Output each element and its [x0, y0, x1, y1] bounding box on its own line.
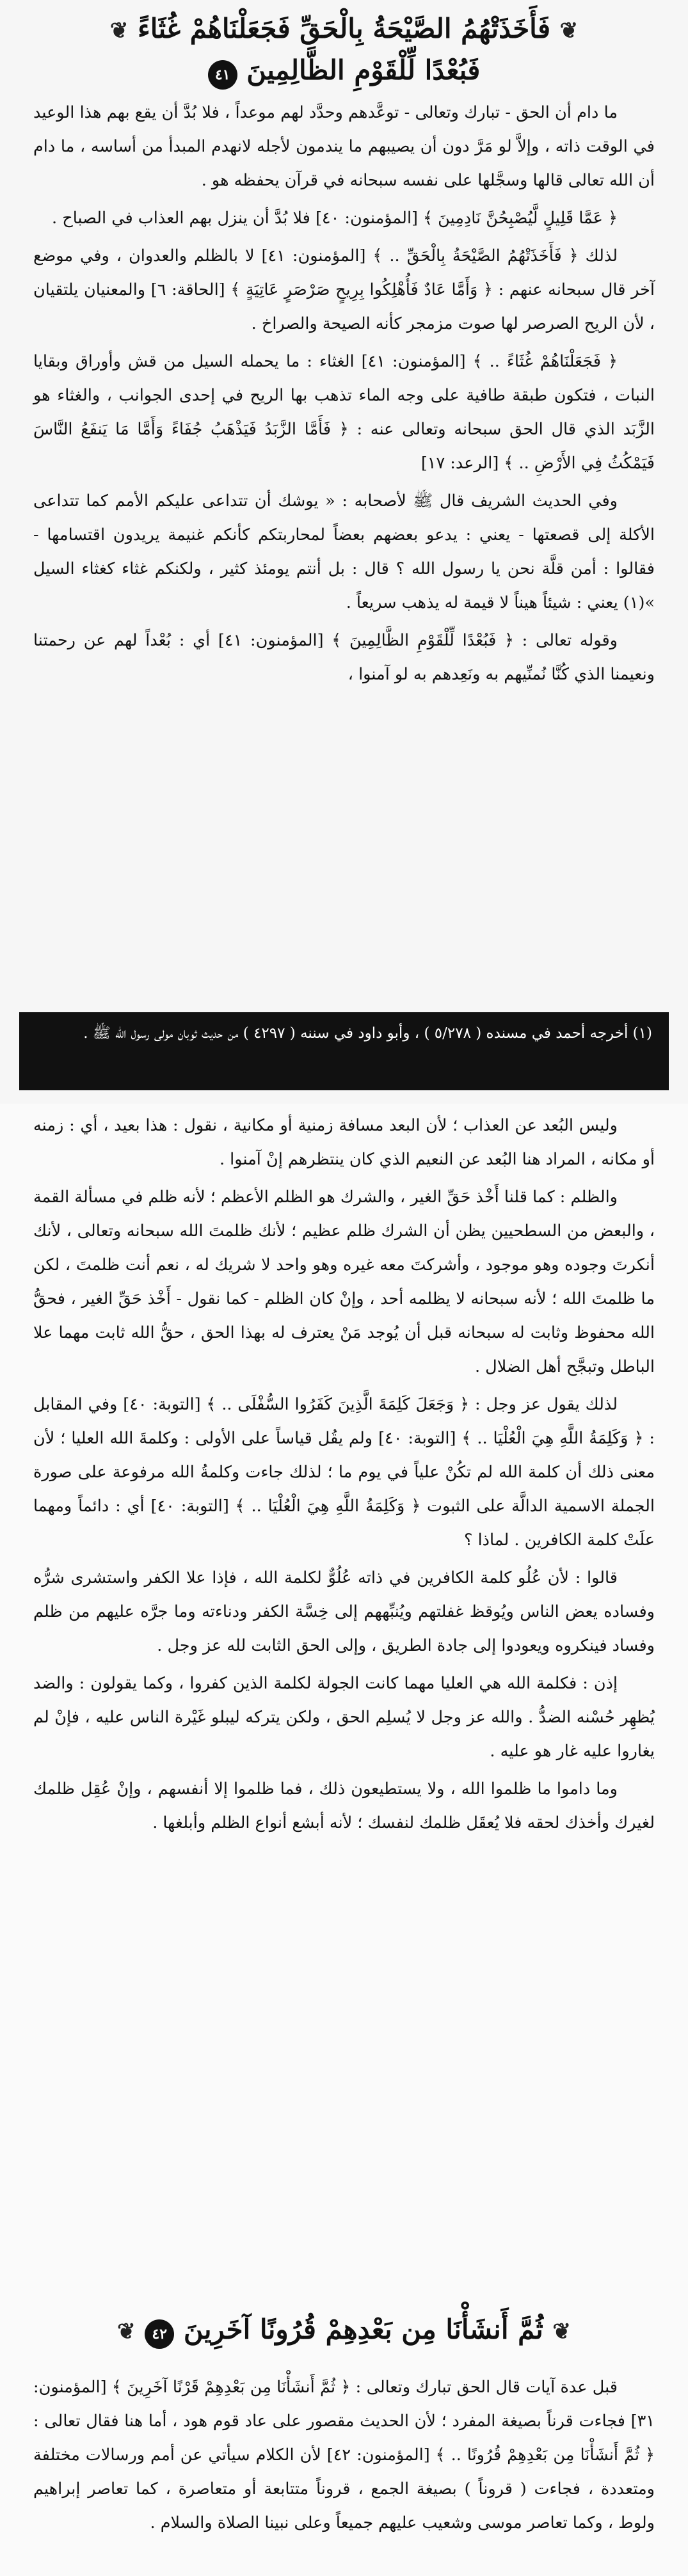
page-two-body — [33, 1109, 655, 1844]
page-two — [0, 1104, 688, 2576]
heading-line-1: ثُمَّ أَنشَأْنَا مِن بَعْدِهِمْ قُرُونًا آخَرِينَ — [183, 2314, 543, 2345]
footnote — [19, 1012, 669, 1090]
footnote-text: (١) أخرجه أحمد في مسنده ( ٥/٢٧٨ ) ، وأبو داود في سننه ( ٤٢٩٧ ) من حديث ثوبان مولى رسول الله ﷺ . — [83, 1025, 652, 1042]
verse-number-badge: ٤١ — [208, 60, 237, 90]
ornament-icon: ❦ — [109, 18, 129, 44]
paragraph: وما داموا ما ظلموا الله ، ولا يستطيعون ذلك ، فما ظلموا إلا أنفسهم ، وإنْ عُقِل ظلمك لغيرك وأخذك لحقه فلا يُعقَل ظلمك لنفسك ؛ لأنه أبشع أنواع الظلم وأبلغها . — [33, 1779, 655, 1833]
verse-heading-42 — [0, 2310, 688, 2351]
page-two-body-continued — [33, 2371, 655, 2544]
paragraph: قبل عدة آيات قال الحق تبارك وتعالى : ﴿ ثُمَّ أَنشَأْنَا مِن بَعْدِهِمْ قَرْنًا آخَرِينَ ﴾ [المؤمنون: ٣١] فجاءت قرناً بصيغة المفرد ؛ لأن الحديث مقصور على عاد قوم هود ، أما هنا فقال تعالى : ﴿ ثُمَّ أَنشَأْنَا مِن بَعْدِهِمْ قُرُونًا .. ﴾ [المؤمنون: ٤٢] لأن الكلام سيأتي عن أمم ورسالات مختلفة ومتعددة ، فجاءت ( قروناً ) بصيغة الجمع ، قروناً متتابعة أو متعاصرة ، كما تعاصر إبراهيم ولوط ، وكما تعاصر موسى وشعيب عليهم جميعاً وعلى نبينا الصلاة والسلام . — [33, 2378, 655, 2532]
page-one-body — [33, 96, 655, 696]
verse-heading-41 — [0, 0, 688, 90]
ornament-icon: ❦ — [559, 18, 579, 44]
paragraph: وقوله تعالى : ﴿ فَبُعْدًا لِّلْقَوْمِ الظَّالِمِينَ ﴾ [المؤمنون: ٤١] أي : بُعْداً لهم عن رحمتنا ونعيمنا الذي كُنَّا نُمنِّيهم به ونَعِدهم به لو آمنوا ، — [33, 631, 655, 684]
paragraph: لذلك ﴿ فَأَخَذَتْهُمُ الصَّيْحَةُ بِالْحَقِّ .. ﴾ [المؤمنون: ٤١] لا بالظلم والعدوان ، وفي موضع آخر قال سبحانه عنهم : ﴿ وَأَمَّا عَادٌ فَأُهْلِكُوا بِرِيحٍ صَرْصَرٍ عَاتِيَةٍ ﴾ [الحاقة: ٦] والمعنيان يلتقيان ، لأن الريح الصرصر لها صوت مزمجر كأنه الصيحة والصراخ . — [33, 246, 655, 333]
ornament-icon: ❦ — [552, 2319, 571, 2344]
paragraph: ﴿ عَمَّا قَلِيلٍ لَّيُصْبِحُنَّ نَادِمِينَ ﴾ [المؤمنون: ٤٠] فلا بُدَّ أن ينزل بهم العذاب في الصباح . — [52, 209, 618, 228]
paragraph: والظلم : كما قلنا أَخْذ حَقِّ الغير ، والشرك هو الظلم الأعظم ؛ لأنه ظلم في مسألة القمة ، والبعض من السطحيين يظن أن الشرك ظلم عظيم ؛ لأنك ظلمتَ الله سبحانه وتعالى ، لأنك أنكرتَ وجوده وهو موجود ، وأشركتَ معه غيره وهو واحد لا شريك له ، نعم أنت ظلمتَ ، لكن ما ظلمتَ الله ؛ لأنه سبحانه لا يظلمه أحد ، وإنْ كان الظلم - كما نقول - أَخْذ حَقِّ الغير ، فحقُّ الله محفوظ وثابت له سبحانه قبل أن يُوجد مَنْ يعترف له بهذا الحق ، حقُّ الله ثابت مهما علا الباطل وتبجَّح أهل الضلال . — [33, 1188, 655, 1376]
page-one — [0, 0, 688, 1104]
heading-line-2: فَبُعْدًا لِّلْقَوْمِ الظَّالِمِينَ — [246, 54, 481, 86]
verse-number-badge: ٤٢ — [145, 2319, 174, 2349]
paragraph: وليس البُعد عن العذاب ؛ لأن البعد مسافة زمنية أو مكانية ، نقول : هذا بعيد ، أي : زمنه أو مكانه ، المراد هنا البُعد عن النعيم الذي كان ينتظرهم إنْ آمنوا . — [33, 1116, 655, 1169]
paragraph: قالوا : لأن عُلُو كلمة الكافرين في ذاته عُلُوٌّ لكلمة الله ، فإذا علا الكفر واستشرى شرُّه وفساده يعض الناس ويُوقظ غفلتهم ويُنبِّههم إلى خِسَّة الكفر ودناءته وما جرَّه عليهم من ظلم وفساد فينكروه ويعودوا إلى جادة الطريق ، وإلى الحق الثابت لله عز وجل . — [33, 1568, 655, 1655]
paragraph: إذن : فكلمة الله هي العليا مهما كانت الجولة لكلمة الذين كفروا ، وكما يقولون : والضد يُظهِر حُسْنه الضدُّ . والله عز وجل لا يُسلِم الحق ، ولكن يتركه ليبلو غَيْرة الناس عليه ، فإنْ لم يغاروا عليه غار هو عليه . — [33, 1674, 655, 1761]
paragraph: وفي الحديث الشريف قال ﷺ لأصحابه : « يوشك أن تتداعى عليكم الأمم كما تتداعى الأكلة إلى قصعتها - يعني : يدعو بعضهم بعضاً لمحاربتكم كأنكم غنيمة يريدون اقتسامها - فقالوا : أمن قلَّة نحن يا رسول الله ؟ قال : بل أنتم يومئذ كثير ، ولكنكم غثاء كغثاء السيل »(١) يعني : شيئاً هيناً لا قيمة له يذهب سريعاً . — [33, 491, 655, 612]
paragraph: ما دام أن الحق - تبارك وتعالى - توعَّدهم وحدَّد لهم موعداً ، فلا بُدَّ أن يقع بهم هذا الوعيد في الوقت ذاته ، وإلاَّ لو مَرَّ دون أن يصيبهم ما يندمون لأجله لانهدم المبدأ من أساسه ، ما دام أن الله تعالى قالها وسجَّلها على نفسه سبحانه في قرآن يحفظه هو . — [33, 103, 655, 190]
heading-line-1: فَأَخَذَتْهُمُ الصَّيْحَةُ بِالْحَقِّ فَجَعَلْنَاهُمْ غُثَاءً — [137, 13, 551, 44]
paragraph: لذلك يقول عز وجل : ﴿ وَجَعَلَ كَلِمَةَ الَّذِينَ كَفَرُوا السُّفْلَى .. ﴾ [التوبة: ٤٠] وفي المقابل : ﴿ وَكَلِمَةُ اللَّهِ هِيَ الْعُلْيَا .. ﴾ [التوبة: ٤٠] ولم يقُل قياساً على الأولى : وكلمةَ الله العليا ؛ لأن معنى ذلك أن كلمة الله لم تكُنْ علياً في يوم ما ؛ لذلك جاءت وكلمةُ الله مرفوعة على صورة الجملة الاسمية الدالَّة على الثبوت ﴿ وَكَلِمَةُ اللَّهِ هِيَ الْعُلْيَا .. ﴾ [التوبة: ٤٠] أي : دائماً ومهما علَتْ كلمة الكافرين . لماذا ؟ — [33, 1395, 655, 1550]
ornament-icon: ❦ — [117, 2319, 136, 2344]
paragraph: ﴿ فَجَعَلْنَاهُمْ غُثَاءً .. ﴾ [المؤمنون: ٤١] الغثاء : ما يحمله السيل من قش وأوراق وبقايا النبات ، فتكون طبقة طافية على وجه الماء تذهب بها الريح في إحدى الجوانب ، والغثاء هو الزَّبَد الذي قال الحق سبحانه وتعالى عنه : ﴿ فَأَمَّا الزَّبَدُ فَيَذْهَبُ جُفَاءً وَأَمَّا مَا يَنفَعُ النَّاسَ فَيَمْكُثُ فِي الأَرْضِ .. ﴾ [الرعد: ١٧] — [33, 352, 655, 473]
